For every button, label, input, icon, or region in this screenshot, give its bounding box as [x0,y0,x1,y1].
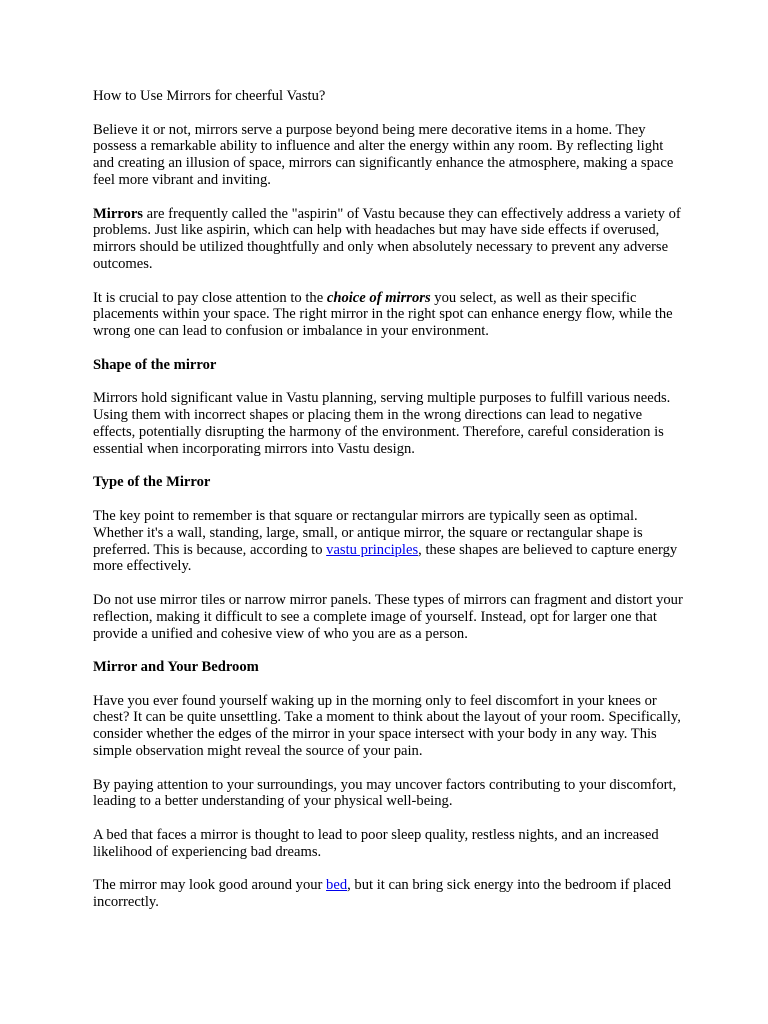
shape-paragraph: Mirrors hold significant value in Vastu planning, serving multiple purposes to fulfill various needs. Using them with incorrect shapes or placing them in the wrong directions can lead to negative effects, potentially disrupting the harmony of the environment. Therefore, careful consideration is essential when incorporating mirrors into Vastu design. [93,390,671,457]
vastu-principles-link[interactable]: vastu principles [326,541,419,558]
bedroom-heading: Mirror and Your Bedroom [93,659,259,676]
tiles-paragraph: Do not use mirror tiles or narrow mirror panels. These types of mirrors can fragment and distort your reflection, making it difficult to see a complete image of yourself. Instead, opt for larger one that provide a unified and cohesive view of who you are as a person. [93,591,683,642]
choice-of-mirrors-emphasis: choice of mirrors [326,289,431,306]
mirrors-bold-term: Mirrors [93,205,143,222]
type-paragraph [93,508,683,575]
bedroom-paragraph-3: A bed that faces a mirror is thought to lead to poor sleep quality, restless nights, and an increased likelihood of experiencing bad dreams. [93,827,659,860]
bed-text-before-link: The mirror may look good around your [93,877,327,894]
document-title: How to Use Mirrors for cheerful Vastu? [93,88,326,104]
shape-heading: Shape of the mirror [93,356,217,373]
bedroom-paragraph-2: By paying attention to your surroundings, you may uncover factors contributing to your discomfort, leading to a better understanding of your physical well-being. [93,776,677,810]
type-text-after-link: , these shapes are believed to capture energy more effectively. [93,541,678,575]
document-body [93,88,683,928]
intro-paragraph: Believe it or not, mirrors serve a purpose beyond being mere decorative items in a home. They possess a remarkable ability to influence and alter the energy within any room. By reflecting light and creating an illusion of space, mirrors can significantly enhance the atmosphere, making a space feel more vibrant and inviting. [93,121,674,188]
bed-text-after-link: , but it can bring sick energy into the bedroom if placed incorrectly. [93,877,672,911]
choice-text-after: you select, as well as their specific placements within your space. The right mirror in the right spot can enhance energy flow, while the wrong one can lead to confusion or imbalance in your environment. [93,289,673,340]
bed-link[interactable]: bed [326,877,348,894]
aspirin-text: are frequently called the "aspirin" of Vastu because they can effectively address a variety of problems. Just like aspirin, which can help with headaches but may have side effects if overused, mirrors should be utilized thoughtfully and only when absolutely necessary to prevent any adverse outcomes. [93,205,681,272]
type-text-before-link: The key point to remember is that square or rectangular mirrors are typically seen as optimal. Whether it's a wall, standing, large, small, or antique mirror, the square or rectangular shape is preferred. This is because, according to [93,507,643,558]
bedroom-paragraph-1: Have you ever found yourself waking up in the morning only to feel discomfort in your knees or chest? It can be quite unsettling. Take a moment to think about the layout of your room. Specifically, consider whether the edges of the mirror in your space intersect with your body in any way. This simple observation might reveal the source of your pain. [93,692,681,760]
choice-text-before: It is crucial to pay close attention to the [93,289,327,306]
type-heading: Type of the Mirror [93,474,211,491]
choice-paragraph [93,290,683,340]
bedroom-paragraph-4 [93,877,683,911]
aspirin-paragraph [93,206,683,273]
